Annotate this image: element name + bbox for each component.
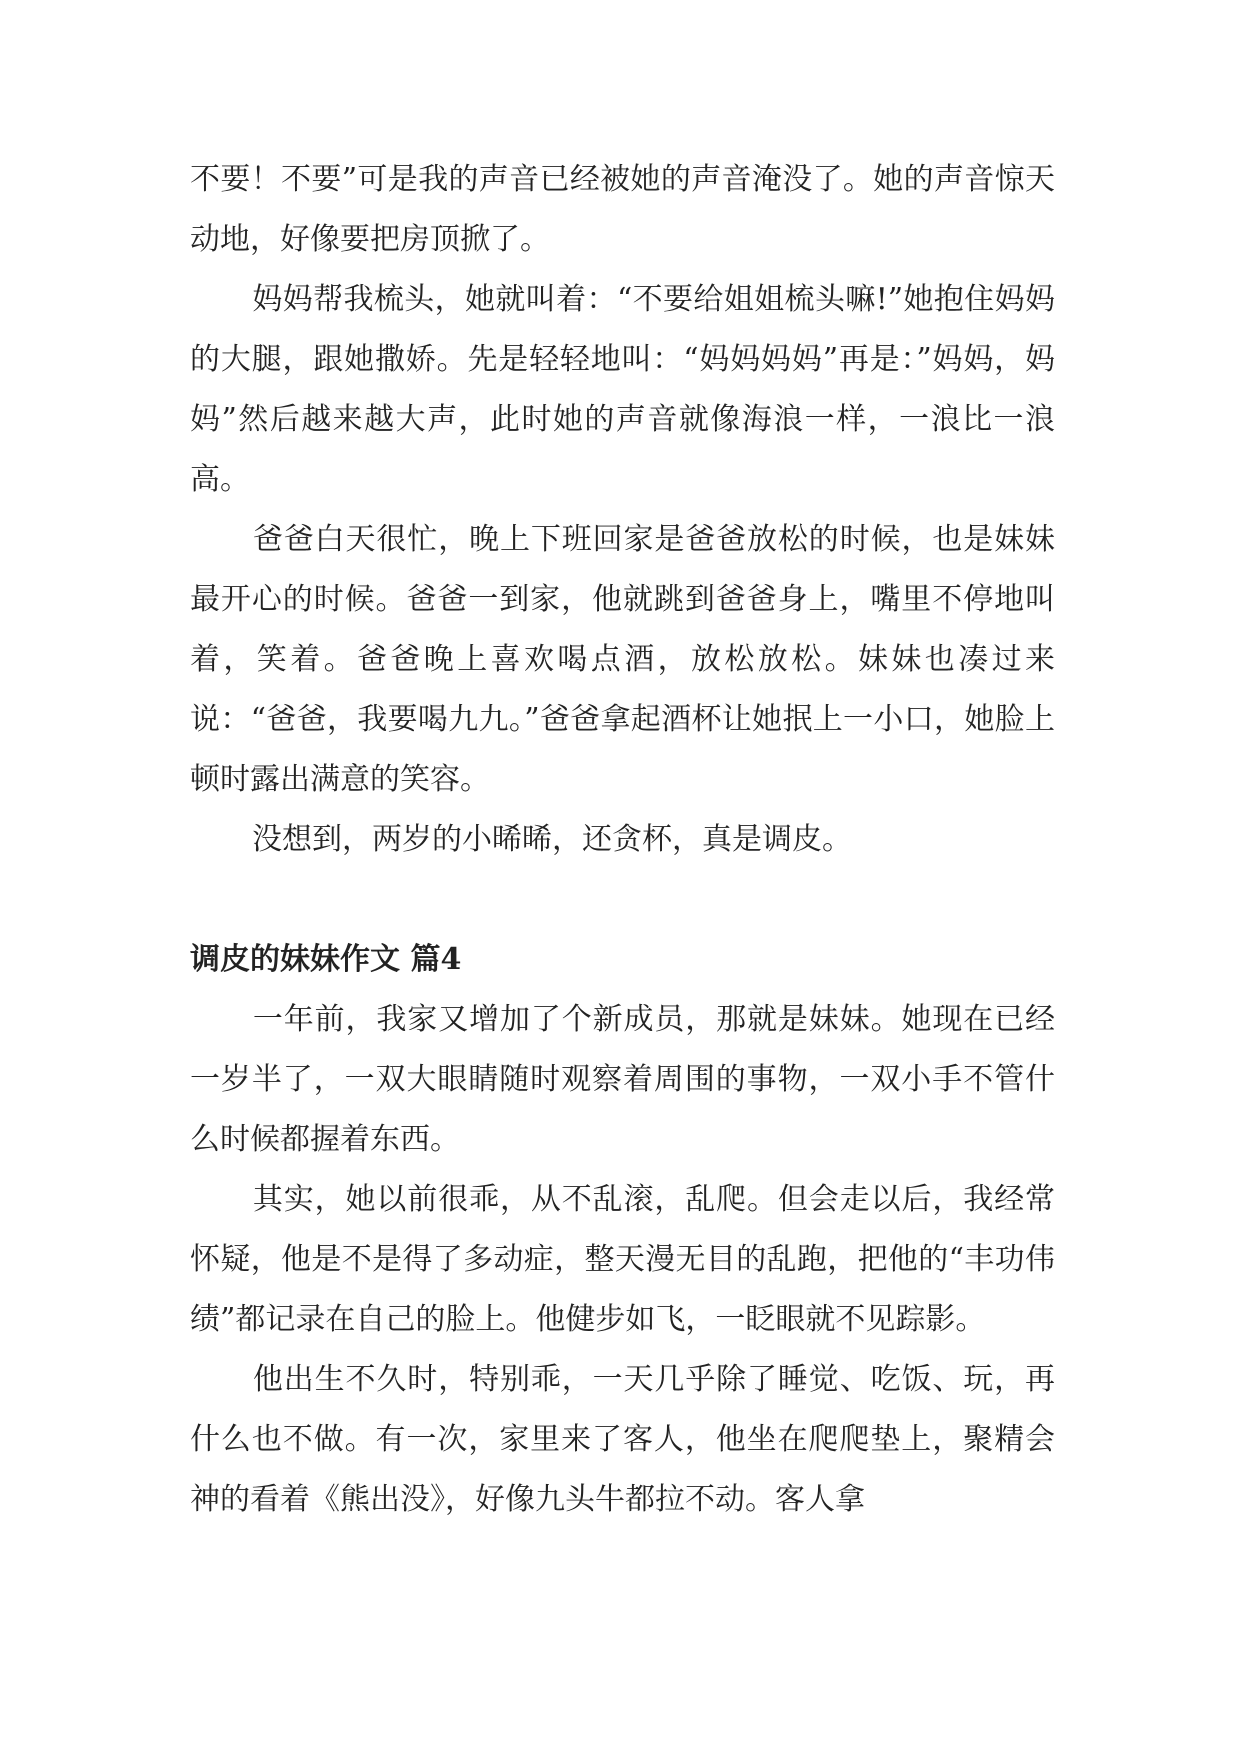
section-gap — [190, 870, 1055, 930]
paragraph-text: 爸爸白天很忙，晚上下班回家是爸爸放松的时候，也是妹妹最开心的时候。爸爸一到家，他就跳到爸爸身上，嘴里不停地叫着，笑着。爸爸晚上喜欢喝点酒，放松放松。妹妹也凑过来说：“爸爸，我要喝九九。”爸爸拿起酒杯让她抿上一小口，她脸上顿时露出满意的笑容。 — [190, 522, 1055, 797]
paragraph-text: 其实，她以前很乖，从不乱滚，乱爬。但会走以后，我经常怀疑，他是不是得了多动症，整天漫无目的乱跑，把他的“丰功伟绩”都记录在自己的脸上。他健步如飞，一眨眼就不见踪影。 — [190, 1182, 1055, 1337]
paragraph — [190, 1170, 1055, 1350]
document-page — [190, 150, 1055, 1530]
paragraph — [190, 990, 1055, 1170]
paragraph — [190, 810, 1055, 870]
paragraph-text: 没想到，两岁的小晞晞，还贪杯，真是调皮。 — [252, 822, 852, 857]
paragraph-text: 不要！不要”可是我的声音已经被她的声音淹没了。她的声音惊天动地，好像要把房顶掀了。 — [190, 162, 1055, 257]
paragraph — [190, 510, 1055, 810]
section-heading: 调皮的妹妹作文 篇4 — [190, 942, 462, 977]
paragraph-text: 一年前，我家又增加了个新成员，那就是妹妹。她现在已经一岁半了，一双大眼睛随时观察着周围的事物，一双小手不管什么时候都握着东西。 — [190, 1002, 1055, 1157]
paragraph — [190, 150, 1055, 270]
paragraph — [190, 1350, 1055, 1530]
paragraph-text: 他出生不久时，特别乖，一天几乎除了睡觉、吃饭、玩，再什么也不做。有一次，家里来了客人，他坐在爬爬垫上，聚精会神的看着《熊出没》，好像九头牛都拉不动。客人拿 — [190, 1362, 1055, 1517]
paragraph — [190, 270, 1055, 510]
paragraph-text: 妈妈帮我梳头，她就叫着：“不要给姐姐梳头嘛!”她抱住妈妈的大腿，跟她撒娇。先是轻轻地叫：“妈妈妈妈”再是：”妈妈，妈妈”然后越来越大声，此时她的声音就像海浪一样，一浪比一浪高。 — [190, 282, 1055, 497]
